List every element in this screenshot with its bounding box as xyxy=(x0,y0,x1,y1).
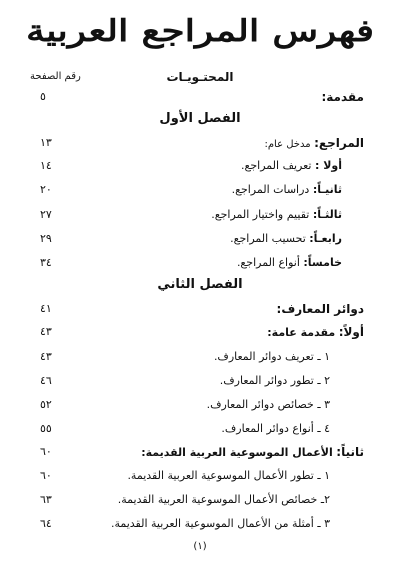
entry-page: ٢٧ xyxy=(40,208,52,221)
entry-page: ٤١ xyxy=(40,302,52,315)
toc-entry xyxy=(40,372,364,390)
toc-entry xyxy=(40,491,364,509)
entry-label: خامساً: xyxy=(303,256,342,269)
entry-label: ثالثـاً: xyxy=(312,208,342,221)
entry-page: ١٤ xyxy=(40,159,52,172)
entry-label: مقدمة: xyxy=(321,90,364,104)
entry-page: ١٣ xyxy=(40,136,52,149)
entry-text: الأعمال الموسوعية العربية القديمة: xyxy=(141,446,333,459)
entry-label: رابعـاً: xyxy=(309,232,342,245)
entry-page: ٤٣ xyxy=(40,350,52,363)
entry-page: ٤٣ xyxy=(40,325,52,338)
toc-entry xyxy=(40,467,364,485)
toc-entry xyxy=(40,230,364,248)
chapter-heading-second: الفصل الثاني xyxy=(157,277,243,292)
entry-text: تحسيب المراجع. xyxy=(230,232,306,245)
entry-label: أولاً: xyxy=(338,325,364,339)
entry-label: دوائر المعارف: xyxy=(276,302,364,316)
entry-text: ٣ ـ خصائص دوائر المعارف. xyxy=(206,398,330,411)
entry-text: ٤ ـ أنواع دوائر المعارف. xyxy=(221,422,330,435)
entry-page: ٦٣ xyxy=(40,493,52,506)
page-title: فهرس المراجع العربية xyxy=(25,14,375,49)
entry-page: ٦٠ xyxy=(40,445,52,458)
entry-page: ٥٢ xyxy=(40,398,52,411)
entry-text: مدخل عام: xyxy=(264,139,311,150)
entry-text: أنواع المراجع. xyxy=(236,256,300,269)
toc-entry xyxy=(40,420,364,438)
toc-entry xyxy=(40,157,364,175)
entry-text: تقييم واختيار المراجع. xyxy=(211,208,310,221)
entry-label: ثانيـاً: xyxy=(312,183,342,196)
entry-text: تعريف المراجع. xyxy=(241,159,312,172)
entry-page: ٥ xyxy=(40,90,46,103)
entry-page: ٣٤ xyxy=(40,256,52,269)
toc-entry xyxy=(40,300,364,318)
entry-text: ٢ ـ تطور دوائر المعارف. xyxy=(219,374,330,387)
chapter-heading-first: الفصل الأول xyxy=(159,111,241,126)
contents-heading: المحتـويـات xyxy=(166,70,234,84)
toc-entry xyxy=(40,134,364,152)
entry-label: المراجع: xyxy=(314,136,364,150)
entry-text: ١ ـ تطور الأعمال الموسوعية العربية القديمة. xyxy=(127,469,330,482)
toc-entry xyxy=(40,443,364,461)
toc-entry xyxy=(40,206,364,224)
entry-page: ٦٠ xyxy=(40,469,52,482)
toc-entry xyxy=(40,254,364,272)
entry-page: ٤٦ xyxy=(40,374,52,387)
entry-text: ٢ـ خصائص الأعمال الموسوعية العربية القديمة. xyxy=(117,493,330,506)
entry-text: ١ ـ تعريف دوائر المعارف. xyxy=(213,350,330,363)
page-number-heading: رقم الصفحة xyxy=(30,71,81,82)
toc-entry xyxy=(40,181,364,199)
entry-text: ٣ ـ أمثلة من الأعمال الموسوعية العربية القديمة. xyxy=(110,517,330,530)
entry-page: ٥٥ xyxy=(40,422,52,435)
toc-entry xyxy=(40,348,364,366)
page-footer-number: (١) xyxy=(193,541,207,552)
toc-entry-intro xyxy=(40,88,364,106)
entry-page: ٢٩ xyxy=(40,232,52,245)
entry-text: دراسات المراجع. xyxy=(231,183,310,196)
entry-label: ثانياً: xyxy=(336,445,364,459)
entry-page: ٢٠ xyxy=(40,183,52,196)
toc-entry xyxy=(40,323,364,341)
entry-page: ٦٤ xyxy=(40,517,52,530)
toc-entry xyxy=(40,396,364,414)
entry-label: أولا : xyxy=(314,159,342,172)
toc-entry xyxy=(40,515,364,533)
toc-header xyxy=(30,68,370,86)
entry-text: مقدمة عامة: xyxy=(267,326,336,339)
